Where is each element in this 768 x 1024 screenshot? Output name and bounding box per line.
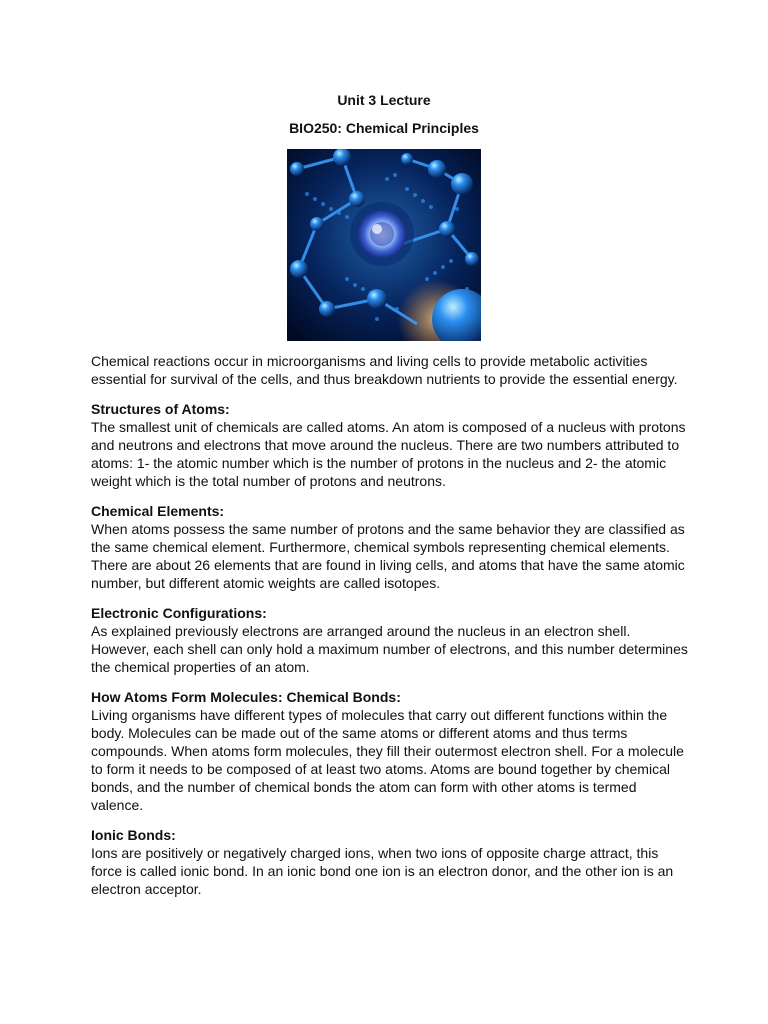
section-ionic-bonds bbox=[91, 826, 691, 898]
section-paragraph: As explained previously electrons are arranged around the nucleus in an electron shell. However, each shell can only hold a maximum number of electrons, and this number determines the chemical properties of an atom. bbox=[91, 623, 688, 675]
section-heading: Ionic Bonds: bbox=[91, 827, 176, 843]
section-heading: Electronic Configurations: bbox=[91, 605, 267, 621]
section-paragraph: When atoms possess the same number of protons and the same behavior they are classified as the same chemical element. Furthermore, chemical symbols representing chemical elements. There are about 26 elements that are found in living cells, and atoms that have the same atomic number, but different atomic weights are called isotopes. bbox=[91, 521, 685, 591]
section-chemical-elements bbox=[91, 502, 691, 592]
section-heading: Structures of Atoms: bbox=[91, 401, 230, 417]
section-heading: Chemical Elements: bbox=[91, 503, 225, 519]
document-subtitle: BIO250: Chemical Principles bbox=[289, 120, 479, 136]
document-title: Unit 3 Lecture bbox=[337, 92, 431, 108]
section-paragraph: The smallest unit of chemicals are called atoms. An atom is composed of a nucleus with protons and neutrons and electrons that move around the nucleus. There are two numbers attributed to atoms: 1- the atomic number which is the number of protons in the nucleus and 2- the atomic weight which is the total number of protons and neutrons. bbox=[91, 419, 686, 489]
section-heading: How Atoms Form Molecules: Chemical Bonds: bbox=[91, 689, 401, 705]
molecule-illustration bbox=[287, 149, 481, 341]
document-body bbox=[91, 352, 691, 910]
intro-paragraph: Chemical reactions occur in microorganisms and living cells to provide metabolic activities essential for survival of the cells, and thus breakdown nutrients to provide the essential energy. bbox=[91, 353, 678, 387]
section-paragraph: Ions are positively or negatively charged ions, when two ions of opposite charge attract, this force is called ionic bond. In an ionic bond one ion is an electron donor, and the other ion is an electron acceptor. bbox=[91, 845, 674, 897]
section-paragraph: Living organisms have different types of molecules that carry out different functions within the body. Molecules can be made out of the same atoms or different atoms and thus terms compounds. When atoms form molecules, they fill their outermost electron shell. For a molecule to form it needs to be composed of at least two atoms. Atoms are bound together by chemical bonds, and the number of chemical bonds the atom can form with other atoms is termed valence. bbox=[91, 707, 684, 813]
section-structures-of-atoms bbox=[91, 400, 691, 490]
section-chemical-bonds bbox=[91, 688, 691, 814]
section-electronic-configurations bbox=[91, 604, 691, 676]
